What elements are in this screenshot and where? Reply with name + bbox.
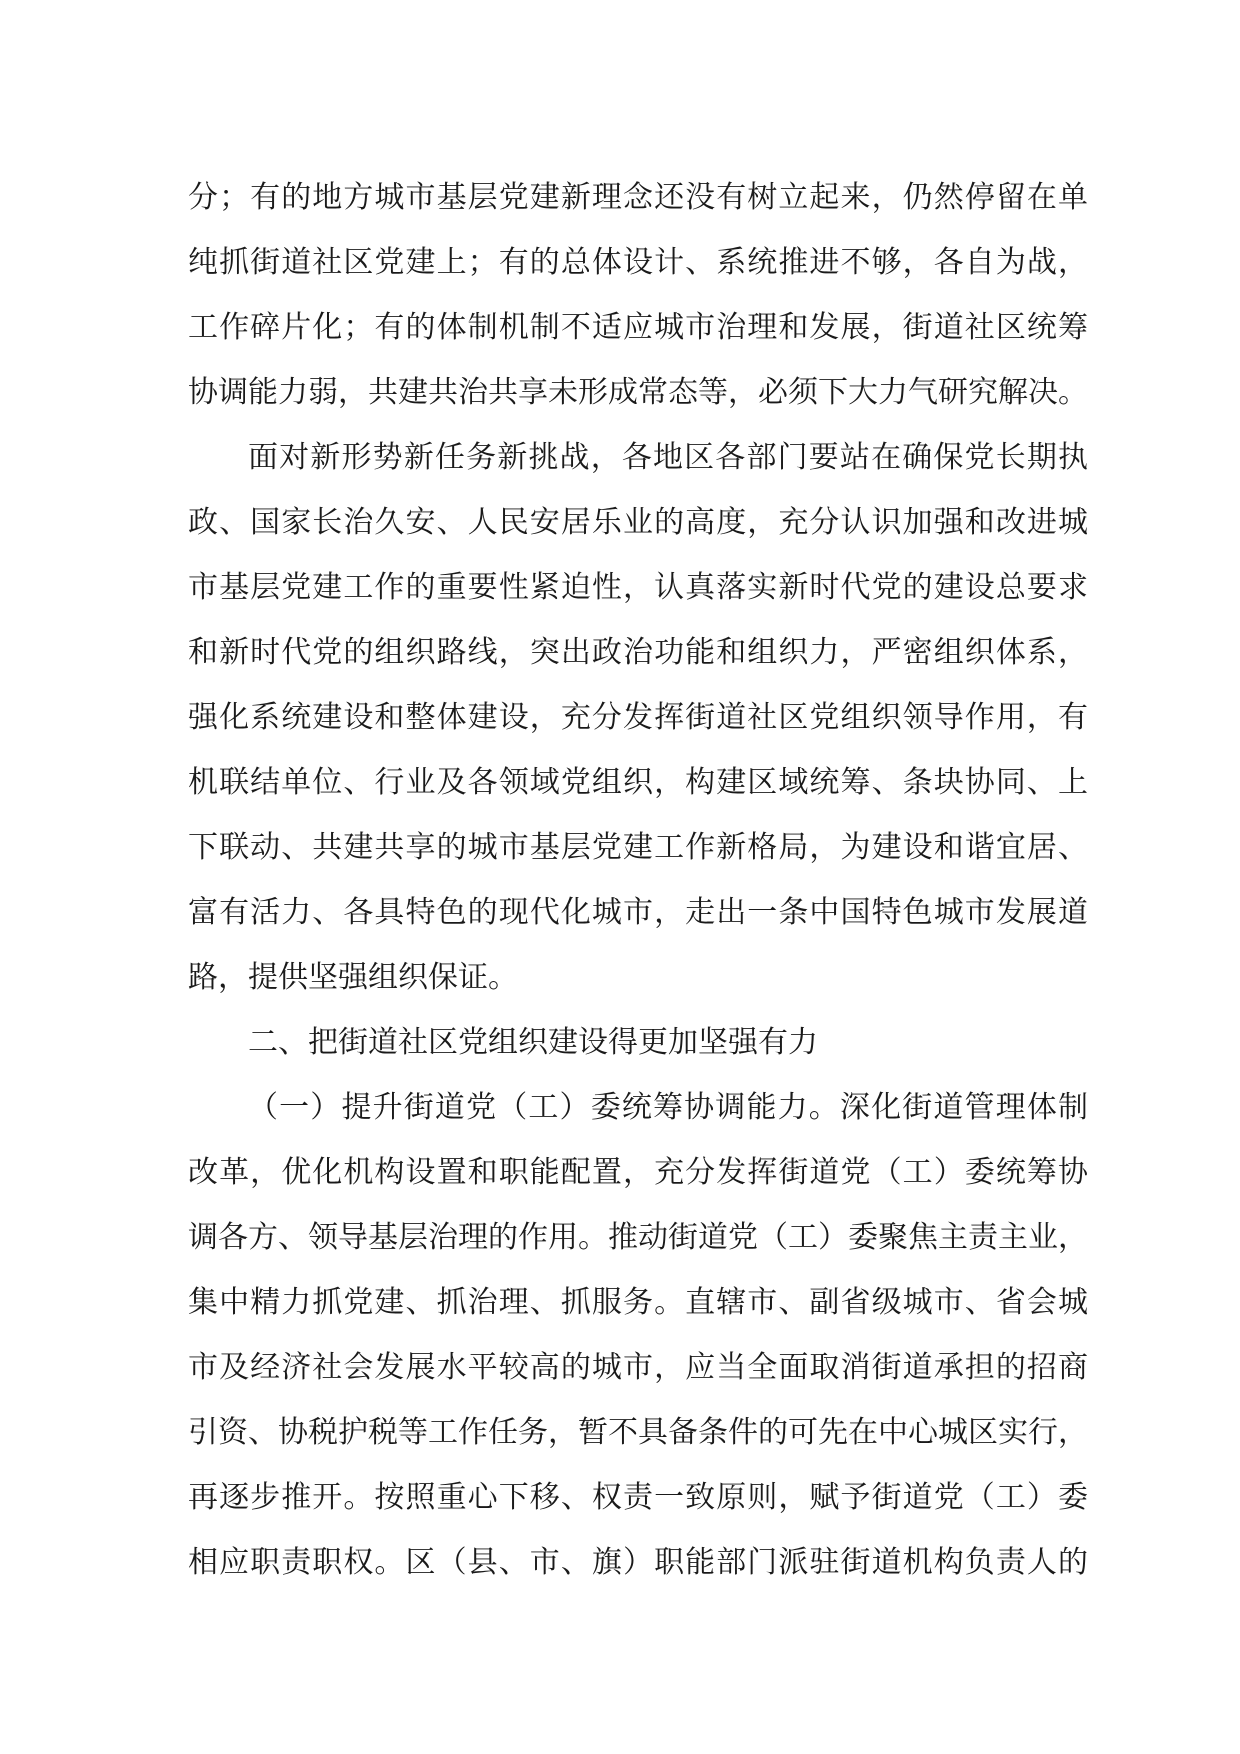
text-line: 再逐步推开。按照重心下移、权责一致原则，赋予街道党（工）委 [188,1480,1088,1515]
text-line: 市基层党建工作的重要性紧迫性，认真落实新时代党的建设总要求 [188,570,1088,605]
section-heading: 二、把街道社区党组织建设得更加坚强有力 [248,1025,818,1060]
text-line: 富有活力、各具特色的现代化城市，走出一条中国特色城市发展道 [188,895,1088,930]
text-line: 协调能力弱，共建共治共享未形成常态等，必须下大力气研究解决。 [188,375,1088,410]
text-line: 工作碎片化；有的体制机制不适应城市治理和发展，街道社区统筹 [188,310,1088,345]
text-line: 相应职责职权。区（县、市、旗）职能部门派驻街道机构负责人的 [188,1545,1088,1580]
text-line: 路，提供坚强组织保证。 [188,960,518,995]
text-line: 和新时代党的组织路线，突出政治功能和组织力，严密组织体系， [188,635,1088,670]
text-line: 引资、协税护税等工作任务，暂不具备条件的可先在中心城区实行， [188,1415,1088,1450]
text-line: （一）提升街道党（工）委统筹协调能力。深化街道管理体制 [248,1090,1088,1125]
text-line: 下联动、共建共享的城市基层党建工作新格局，为建设和谐宜居、 [188,830,1088,865]
text-line: 面对新形势新任务新挑战，各地区各部门要站在确保党长期执 [248,440,1088,475]
text-line: 集中精力抓党建、抓治理、抓服务。直辖市、副省级城市、省会城 [188,1285,1088,1320]
text-line: 强化系统建设和整体建设，充分发挥街道社区党组织领导作用，有 [188,700,1088,735]
text-line: 政、国家长治久安、人民安居乐业的高度，充分认识加强和改进城 [188,505,1088,540]
text-line: 改革，优化机构设置和职能配置，充分发挥街道党（工）委统筹协 [188,1155,1088,1190]
text-line: 调各方、领导基层治理的作用。推动街道党（工）委聚焦主责主业， [188,1220,1088,1255]
text-line: 市及经济社会发展水平较高的城市，应当全面取消街道承担的招商 [188,1350,1088,1385]
text-line: 纯抓街道社区党建上；有的总体设计、系统推进不够，各自为战， [188,245,1088,280]
text-line: 机联结单位、行业及各领域党组织，构建区域统筹、条块协同、上 [188,765,1088,800]
text-line: 分；有的地方城市基层党建新理念还没有树立起来，仍然停留在单 [188,180,1088,215]
document-body [188,165,1088,1595]
